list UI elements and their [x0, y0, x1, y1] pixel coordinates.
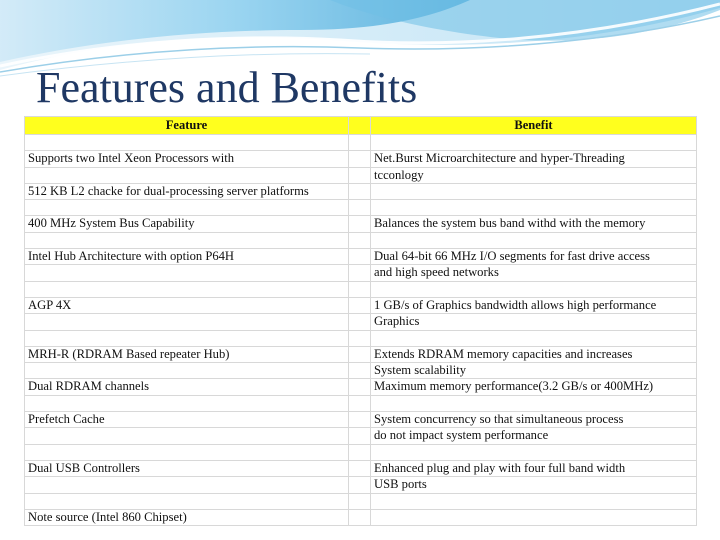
table-row — [25, 428, 697, 444]
gap-cell — [349, 444, 371, 460]
gap-cell — [349, 314, 371, 330]
table-row — [25, 232, 697, 248]
feature-cell: Note source (Intel 860 Chipset) — [25, 509, 349, 525]
benefit-cell — [371, 200, 697, 216]
gap-cell — [349, 509, 371, 525]
benefit-cell: Balances the system bus band withd with the memory — [371, 216, 697, 232]
feature-cell: Supports two Intel Xeon Processors with — [25, 151, 349, 167]
table-row — [25, 200, 697, 216]
feature-cell — [25, 395, 349, 411]
gap-cell — [349, 428, 371, 444]
gap-cell — [349, 167, 371, 183]
page-title: Features and Benefits — [36, 63, 418, 112]
benefit-cell — [371, 444, 697, 460]
benefit-cell: Extends RDRAM memory capacities and increases — [371, 346, 697, 362]
gap-cell — [349, 232, 371, 248]
gap-cell — [349, 363, 371, 379]
feature-cell — [25, 493, 349, 509]
benefit-cell: tcconlogy — [371, 167, 697, 183]
gap-cell — [349, 200, 371, 216]
table-row — [25, 135, 697, 151]
gap-cell — [349, 395, 371, 411]
table-row — [25, 346, 697, 362]
gap-cell — [349, 460, 371, 476]
feature-cell — [25, 330, 349, 346]
table-row — [25, 167, 697, 183]
benefit-cell: System scalability — [371, 363, 697, 379]
feature-cell: Intel Hub Architecture with option P64H — [25, 249, 349, 265]
gap-cell — [349, 216, 371, 232]
gap-cell — [349, 297, 371, 313]
feature-cell — [25, 232, 349, 248]
feature-cell — [25, 167, 349, 183]
gap-cell — [349, 477, 371, 493]
gap-cell — [349, 330, 371, 346]
feature-cell: 400 MHz System Bus Capability — [25, 216, 349, 232]
table-row — [25, 379, 697, 395]
gap-cell — [349, 412, 371, 428]
gap-cell — [349, 135, 371, 151]
benefit-cell: Dual 64-bit 66 MHz I/O segments for fast drive access — [371, 249, 697, 265]
feature-cell — [25, 265, 349, 281]
benefit-cell: Graphics — [371, 314, 697, 330]
table-row — [25, 493, 697, 509]
benefit-cell — [371, 232, 697, 248]
feature-cell — [25, 477, 349, 493]
table-header-row — [25, 117, 697, 135]
benefit-cell — [371, 395, 697, 411]
gap-cell — [349, 183, 371, 199]
benefit-cell: Maximum memory performance(3.2 GB/s or 400MHz) — [371, 379, 697, 395]
feature-cell: 512 KB L2 chacke for dual-processing server platforms — [25, 183, 349, 199]
benefit-cell: do not impact system performance — [371, 428, 697, 444]
table-row — [25, 314, 697, 330]
feature-cell: Dual RDRAM channels — [25, 379, 349, 395]
benefit-cell — [371, 183, 697, 199]
table-row — [25, 444, 697, 460]
header-feature: Feature — [25, 117, 349, 135]
feature-cell — [25, 200, 349, 216]
benefit-cell — [371, 509, 697, 525]
table-row — [25, 477, 697, 493]
table-row — [25, 216, 697, 232]
benefit-cell — [371, 330, 697, 346]
table-row — [25, 509, 697, 525]
feature-cell — [25, 281, 349, 297]
header-benefit: Benefit — [371, 117, 697, 135]
table-row — [25, 330, 697, 346]
gap-cell — [349, 346, 371, 362]
gap-cell — [349, 265, 371, 281]
gap-cell — [349, 493, 371, 509]
table-row — [25, 412, 697, 428]
feature-cell — [25, 135, 349, 151]
header-gap — [349, 117, 371, 135]
gap-cell — [349, 281, 371, 297]
benefit-cell — [371, 135, 697, 151]
gap-cell — [349, 249, 371, 265]
feature-cell: Prefetch Cache — [25, 412, 349, 428]
feature-cell — [25, 428, 349, 444]
benefit-cell — [371, 493, 697, 509]
gap-cell — [349, 379, 371, 395]
feature-cell: MRH-R (RDRAM Based repeater Hub) — [25, 346, 349, 362]
benefit-cell: 1 GB/s of Graphics bandwidth allows high performance — [371, 297, 697, 313]
benefit-cell — [371, 281, 697, 297]
table-row — [25, 460, 697, 476]
table-row — [25, 297, 697, 313]
table-row — [25, 363, 697, 379]
feature-cell — [25, 444, 349, 460]
table-row — [25, 395, 697, 411]
features-table-container — [24, 116, 696, 526]
benefit-cell: and high speed networks — [371, 265, 697, 281]
feature-cell — [25, 363, 349, 379]
gap-cell — [349, 151, 371, 167]
benefit-cell: System concurrency so that simultaneous process — [371, 412, 697, 428]
benefit-cell: Net.Burst Microarchitecture and hyper-Threading — [371, 151, 697, 167]
table-row — [25, 183, 697, 199]
table-row — [25, 265, 697, 281]
feature-cell: Dual USB Controllers — [25, 460, 349, 476]
feature-cell: AGP 4X — [25, 297, 349, 313]
feature-cell — [25, 314, 349, 330]
table-row — [25, 151, 697, 167]
table-row — [25, 249, 697, 265]
features-benefits-table — [24, 116, 697, 526]
table-row — [25, 281, 697, 297]
benefit-cell: USB ports — [371, 477, 697, 493]
benefit-cell: Enhanced plug and play with four full band width — [371, 460, 697, 476]
